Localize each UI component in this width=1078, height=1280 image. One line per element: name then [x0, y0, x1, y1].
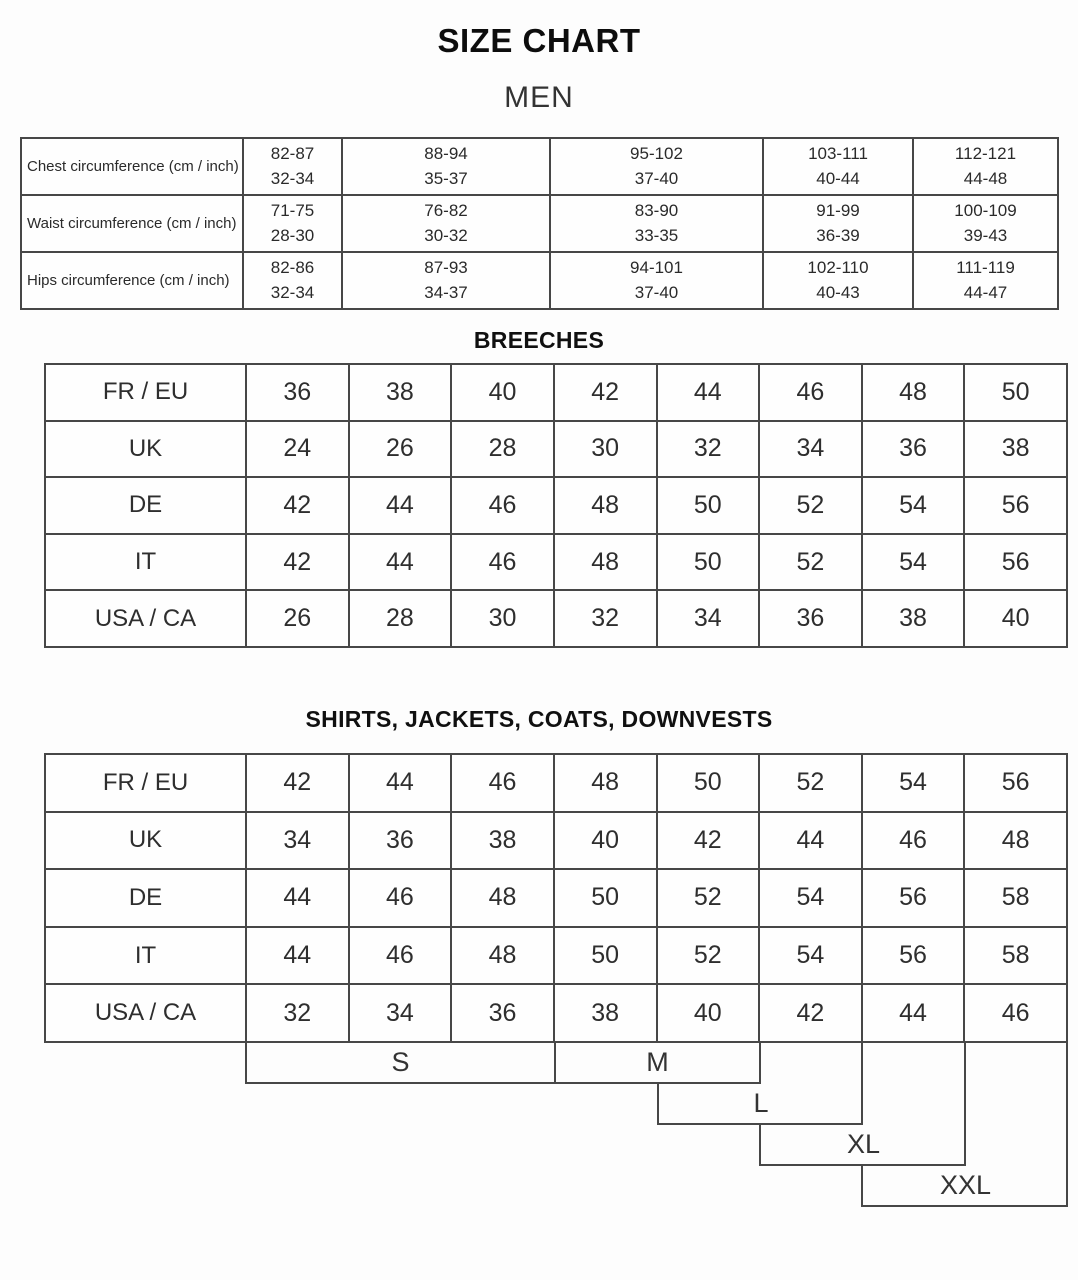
page-title: SIZE CHART	[437, 22, 641, 59]
size-cell: 46	[451, 534, 554, 591]
size-cell: 42	[554, 364, 657, 421]
measurement-cell	[342, 252, 550, 309]
size-cell: 44	[759, 812, 862, 870]
measurement-cell	[342, 138, 550, 195]
size-cell: 48	[554, 534, 657, 591]
size-cell: 54	[759, 869, 862, 927]
cm-value: 91-99	[816, 200, 860, 220]
bracket-s: S	[245, 1043, 554, 1084]
bracket-l: L	[657, 1084, 863, 1125]
size-cell: 32	[554, 590, 657, 647]
size-cell: 54	[862, 534, 965, 591]
measurement-cell	[763, 195, 913, 252]
size-cell: 48	[964, 812, 1067, 870]
cm-value: 112-121	[954, 143, 1017, 163]
cm-value: 103-111	[808, 143, 868, 163]
size-cell: 54	[862, 477, 965, 534]
row-label: FR / EU	[45, 364, 246, 421]
size-cell: 58	[964, 869, 1067, 927]
size-cell: 44	[349, 754, 452, 812]
cm-value: 111-119	[956, 257, 1015, 277]
size-cell: 38	[554, 984, 657, 1042]
row-label: UK	[45, 421, 246, 478]
inch-value: 40-44	[816, 168, 860, 188]
size-cell: 34	[246, 812, 349, 870]
inch-value: 28-30	[270, 225, 315, 245]
size-cell: 36	[862, 421, 965, 478]
shirts-table	[44, 753, 1068, 1043]
measurement-cell	[342, 195, 550, 252]
cm-value: 102-110	[807, 257, 869, 277]
size-cell: 42	[246, 477, 349, 534]
size-cell: 48	[554, 754, 657, 812]
size-cell: 42	[246, 754, 349, 812]
bracket-m: M	[554, 1043, 761, 1084]
size-cell: 42	[246, 534, 349, 591]
cm-value: 100-109	[954, 200, 1017, 220]
row-label: Waist circumference (cm / inch)	[21, 195, 243, 252]
table-row-it	[45, 534, 1067, 591]
table-row-chest	[21, 138, 1058, 195]
size-cell: 42	[657, 812, 760, 870]
row-label: IT	[45, 534, 246, 591]
size-cell: 52	[657, 869, 760, 927]
size-cell: 56	[964, 477, 1067, 534]
row-label: DE	[45, 477, 246, 534]
size-cell: 50	[554, 869, 657, 927]
inch-value: 44-47	[963, 282, 1008, 302]
cm-value: 76-82	[424, 200, 468, 220]
size-cell: 36	[349, 812, 452, 870]
bracket-xl: XL	[759, 1125, 966, 1166]
size-cell: 44	[246, 869, 349, 927]
size-cell: 38	[862, 590, 965, 647]
measurements-table	[20, 137, 1059, 310]
size-cell: 40	[451, 364, 554, 421]
size-cell: 40	[657, 984, 760, 1042]
size-cell: 46	[862, 812, 965, 870]
inch-value: 39-43	[963, 225, 1008, 245]
size-cell: 46	[759, 364, 862, 421]
size-cell: 56	[862, 927, 965, 985]
size-cell: 52	[759, 477, 862, 534]
size-cell: 30	[451, 590, 554, 647]
bracket-line	[1066, 1043, 1068, 1207]
table-row-uk	[45, 421, 1067, 478]
cm-value: 82-86	[270, 257, 315, 277]
table-row-de	[45, 869, 1067, 927]
table-row-usa-ca	[45, 590, 1067, 647]
size-cell: 28	[451, 421, 554, 478]
shirts-title: SHIRTS, JACKETS, COATS, DOWNVESTS	[305, 706, 773, 732]
size-cell: 38	[349, 364, 452, 421]
measurement-cell	[913, 252, 1058, 309]
size-cell: 46	[451, 477, 554, 534]
size-cell: 42	[759, 984, 862, 1042]
size-cell: 40	[964, 590, 1067, 647]
cm-value: 83-90	[634, 200, 679, 220]
size-cell: 52	[759, 754, 862, 812]
size-cell: 26	[349, 421, 452, 478]
measurement-cell	[763, 252, 913, 309]
size-cell: 34	[349, 984, 452, 1042]
measurement-cell	[763, 138, 913, 195]
size-cell: 50	[657, 477, 760, 534]
size-cell: 48	[451, 869, 554, 927]
breeches-table	[44, 363, 1068, 648]
measurement-cell	[243, 252, 342, 309]
size-cell: 48	[554, 477, 657, 534]
size-cell: 34	[759, 421, 862, 478]
bracket-line	[964, 1043, 966, 1166]
measurement-cell	[243, 138, 342, 195]
size-cell: 58	[964, 927, 1067, 985]
inch-value: 32-34	[270, 168, 315, 188]
size-cell: 36	[246, 364, 349, 421]
size-cell: 54	[759, 927, 862, 985]
inch-value: 32-34	[270, 282, 315, 302]
size-cell: 54	[862, 754, 965, 812]
table-row-usa-ca	[45, 984, 1067, 1042]
size-cell: 44	[349, 477, 452, 534]
inch-value: 40-43	[816, 282, 860, 302]
table-row-hips	[21, 252, 1058, 309]
size-brackets-diagram	[44, 1043, 1068, 1213]
size-cell: 36	[759, 590, 862, 647]
table-row-uk	[45, 812, 1067, 870]
size-cell: 48	[862, 364, 965, 421]
breeches-title: BREECHES	[473, 327, 605, 353]
size-cell: 34	[657, 590, 760, 647]
size-cell: 44	[246, 927, 349, 985]
inch-value: 35-37	[424, 168, 468, 188]
size-cell: 56	[862, 869, 965, 927]
cm-value: 82-87	[270, 143, 315, 163]
size-cell: 46	[349, 869, 452, 927]
size-cell: 46	[451, 754, 554, 812]
size-cell: 44	[349, 534, 452, 591]
cm-value: 87-93	[424, 257, 468, 277]
measurement-cell	[913, 138, 1058, 195]
size-cell: 50	[964, 364, 1067, 421]
size-cell: 38	[964, 421, 1067, 478]
size-cell: 26	[246, 590, 349, 647]
size-cell: 56	[964, 534, 1067, 591]
size-cell: 44	[862, 984, 965, 1042]
row-label: UK	[45, 812, 246, 870]
size-cell: 44	[657, 364, 760, 421]
table-row-fr-eu	[45, 754, 1067, 812]
table-row-de	[45, 477, 1067, 534]
size-cell: 46	[964, 984, 1067, 1042]
size-cell: 28	[349, 590, 452, 647]
measurement-cell	[550, 138, 763, 195]
size-cell: 46	[349, 927, 452, 985]
size-cell: 50	[554, 927, 657, 985]
size-cell: 50	[657, 534, 760, 591]
size-cell: 40	[554, 812, 657, 870]
bracket-line	[861, 1043, 863, 1125]
size-cell: 48	[451, 927, 554, 985]
measurement-cell	[550, 252, 763, 309]
inch-value: 36-39	[816, 225, 860, 245]
inch-value: 37-40	[634, 282, 679, 302]
row-label: DE	[45, 869, 246, 927]
inch-value: 34-37	[424, 282, 468, 302]
table-row-waist	[21, 195, 1058, 252]
cm-value: 71-75	[270, 200, 315, 220]
cm-value: 94-101	[630, 257, 683, 277]
measurement-cell	[550, 195, 763, 252]
size-cell: 32	[657, 421, 760, 478]
inch-value: 33-35	[634, 225, 679, 245]
row-label: Hips circumference (cm / inch)	[21, 252, 243, 309]
row-label: FR / EU	[45, 754, 246, 812]
row-label: Chest circumference (cm / inch)	[21, 138, 243, 195]
page-subtitle: MEN	[504, 81, 574, 114]
size-cell: 52	[759, 534, 862, 591]
cm-value: 88-94	[424, 143, 468, 163]
cm-value: 95-102	[630, 143, 683, 163]
row-label: USA / CA	[45, 590, 246, 647]
measurement-cell	[243, 195, 342, 252]
size-cell: 38	[451, 812, 554, 870]
size-cell: 52	[657, 927, 760, 985]
table-row-it	[45, 927, 1067, 985]
row-label: IT	[45, 927, 246, 985]
size-cell: 36	[451, 984, 554, 1042]
measurement-cell	[913, 195, 1058, 252]
table-row-fr-eu	[45, 364, 1067, 421]
bracket-xxl: XXL	[861, 1166, 1068, 1207]
row-label: USA / CA	[45, 984, 246, 1042]
size-cell: 30	[554, 421, 657, 478]
inch-value: 37-40	[634, 168, 679, 188]
inch-value: 30-32	[424, 225, 468, 245]
size-cell: 32	[246, 984, 349, 1042]
size-cell: 50	[657, 754, 760, 812]
size-cell: 56	[964, 754, 1067, 812]
size-cell: 24	[246, 421, 349, 478]
inch-value: 44-48	[963, 168, 1008, 188]
